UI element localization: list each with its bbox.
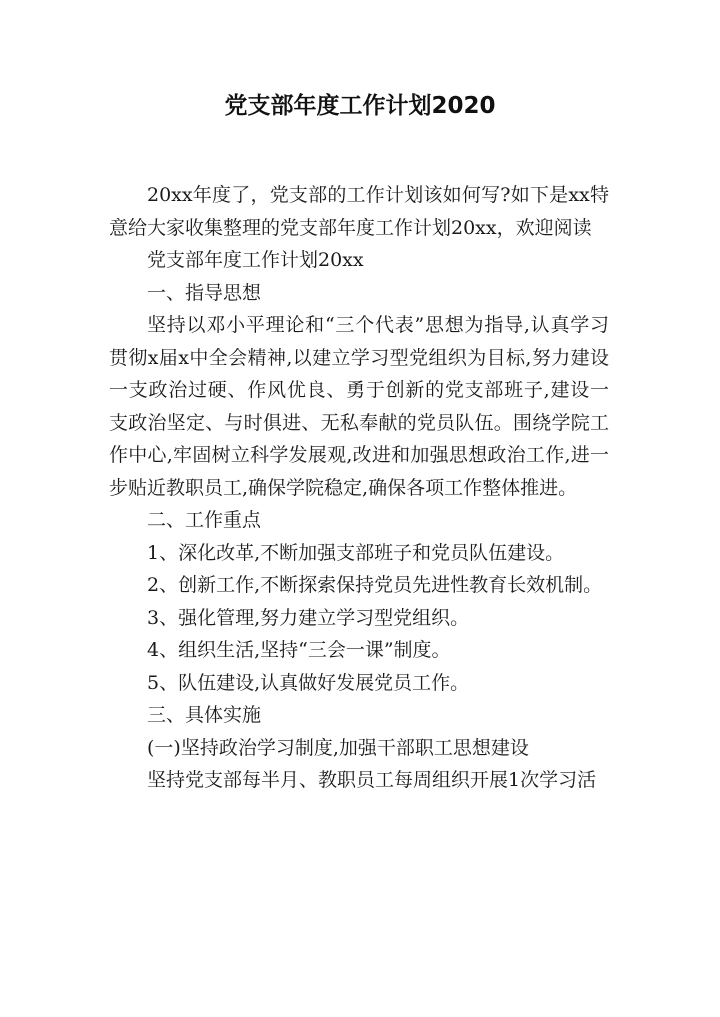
subtitle-paragraph: 党支部年度工作计划20xx <box>147 249 364 271</box>
subsection-heading: (一)坚持政治学习制度,加强干部职工思想建设 <box>147 736 529 759</box>
list-item: 4、组织生活,坚持“三会一课”制度。 <box>147 639 451 661</box>
body-paragraph: 坚持以邓小平理论和“三个代表”思想为指导,认真学习贯彻x届x中全会精神,以建立学习型党组织为目标,努力建设一支政治过硬、作风优良、勇于创新的党支部班子,建设一支政治坚定、与时俱进、无私奉献的党员队伍。围绕学院工作中心,牢固树立科学发展观,改进和加强思想政治工作,进一步贴近教职员工,确保学院稳定,确保各项工作整体推进。 <box>109 314 609 499</box>
list-item: 1、深化改革,不断加强支部班子和党员队伍建设。 <box>147 541 565 564</box>
list-item: 3、强化管理,努力建立学习型党组织。 <box>147 606 470 629</box>
body-paragraph: 坚持党支部每半月、教职员工每周组织开展1次学习活 <box>147 769 597 791</box>
section-heading: 二、工作重点 <box>147 509 262 531</box>
section-heading: 一、指导思想 <box>147 281 262 304</box>
list-item: 2、创新工作,不断探索保持党员先进性教育长效机制。 <box>147 574 603 596</box>
document-body <box>109 179 609 797</box>
document-title: 党支部年度工作计划2020 <box>224 93 496 119</box>
list-item: 5、队伍建设,认真做好发展党员工作。 <box>147 671 470 694</box>
intro-paragraph: 20xx年度了，党支部的工作计划该如何写?如下是xx特意给大家收集整理的党支部年度工作计划20xx，欢迎阅读 <box>109 184 609 239</box>
section-heading: 三、具体实施 <box>147 704 262 726</box>
